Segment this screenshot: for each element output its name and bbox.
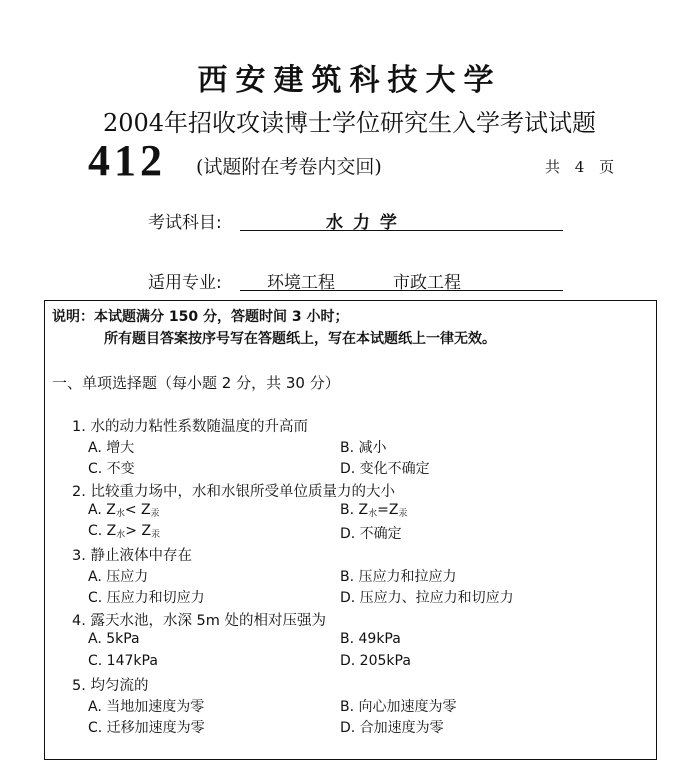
q2-a-prefix: A. Z <box>88 502 116 518</box>
q2-option-b <box>340 502 407 519</box>
question-5: 5. 均匀流的 <box>72 678 149 694</box>
q1-option-b: B. 减小 <box>340 440 387 456</box>
q2-c-sub-water: 水 <box>116 530 126 540</box>
q3-option-d: D. 压应力、拉应力和切应力 <box>340 590 514 606</box>
q4-option-d: D. 205kPa <box>340 653 411 669</box>
q2-b-middle: =Z <box>377 502 399 518</box>
q5-option-c: C. 迁移加速度为零 <box>88 720 205 736</box>
subject-value: 水 力 学 <box>326 213 399 233</box>
q1-option-a: A. 增大 <box>88 440 135 456</box>
instructions-line-2: 所有题目答案按序号写在答题纸上，写在本试题纸上一律无效。 <box>104 331 496 347</box>
exam-title: 2004年招收攻读博士学位研究生入学考试试题 <box>102 109 597 137</box>
major-label: 适用专业: <box>148 273 222 293</box>
instructions-line-1: 说明：本试题满分 150 分，答题时间 3 小时； <box>52 309 349 325</box>
section-title: 一、单项选择题（每小题 2 分，共 30 分） <box>52 374 340 392</box>
q4-option-a: A. 5kPa <box>88 631 140 647</box>
q1-option-c: C. 不变 <box>88 461 135 477</box>
university-name: 西安建筑科技大学 <box>197 63 502 98</box>
exam-note: (试题附在考卷内交回) <box>196 156 382 178</box>
q5-option-b: B. 向心加速度为零 <box>340 699 457 715</box>
q2-b-sub-water: 水 <box>368 509 378 519</box>
question-3: 3. 静止液体中存在 <box>72 548 192 564</box>
q3-option-a: A. 压应力 <box>88 569 149 585</box>
page-count: 共 4 页 <box>545 158 615 176</box>
question-4: 4. 露天水池，水深 5m 处的相对压强为 <box>72 613 327 629</box>
major-value-1: 环境工程 <box>267 273 335 293</box>
q2-b-prefix: B. Z <box>340 502 369 518</box>
major-value-2: 市政工程 <box>393 273 461 293</box>
question-2: 2. 比较重力场中，水和水银所受单位质量力的大小 <box>72 484 395 500</box>
q1-option-d: D. 变化不确定 <box>340 461 430 477</box>
subject-line <box>240 204 563 231</box>
q2-a-sub-mercury: 汞 <box>150 509 160 519</box>
q3-option-c: C. 压应力和切应力 <box>88 590 205 606</box>
q2-a-middle: < Z <box>124 502 151 518</box>
q4-option-c: C. 147kPa <box>88 653 158 669</box>
q2-c-sub-mercury: 汞 <box>151 530 161 540</box>
subject-label: 考试科目: <box>148 213 222 233</box>
q5-option-d: D. 合加速度为零 <box>340 720 444 736</box>
q2-option-d: D. 不确定 <box>340 526 402 542</box>
q2-option-a <box>88 502 160 519</box>
q2-c-prefix: C. Z <box>88 523 117 539</box>
q5-option-a: A. 当地加速度为零 <box>88 699 205 715</box>
q2-b-sub-mercury: 汞 <box>398 509 408 519</box>
q2-c-middle: > Z <box>125 523 152 539</box>
q3-option-b: B. 压应力和拉应力 <box>340 569 457 585</box>
question-1: 1. 水的动力粘性系数随温度的升高而 <box>72 419 308 435</box>
exam-code: 412 <box>88 136 166 185</box>
q2-a-sub-water: 水 <box>115 509 125 519</box>
q4-option-b: B. 49kPa <box>340 631 401 647</box>
q2-option-c <box>88 523 160 540</box>
